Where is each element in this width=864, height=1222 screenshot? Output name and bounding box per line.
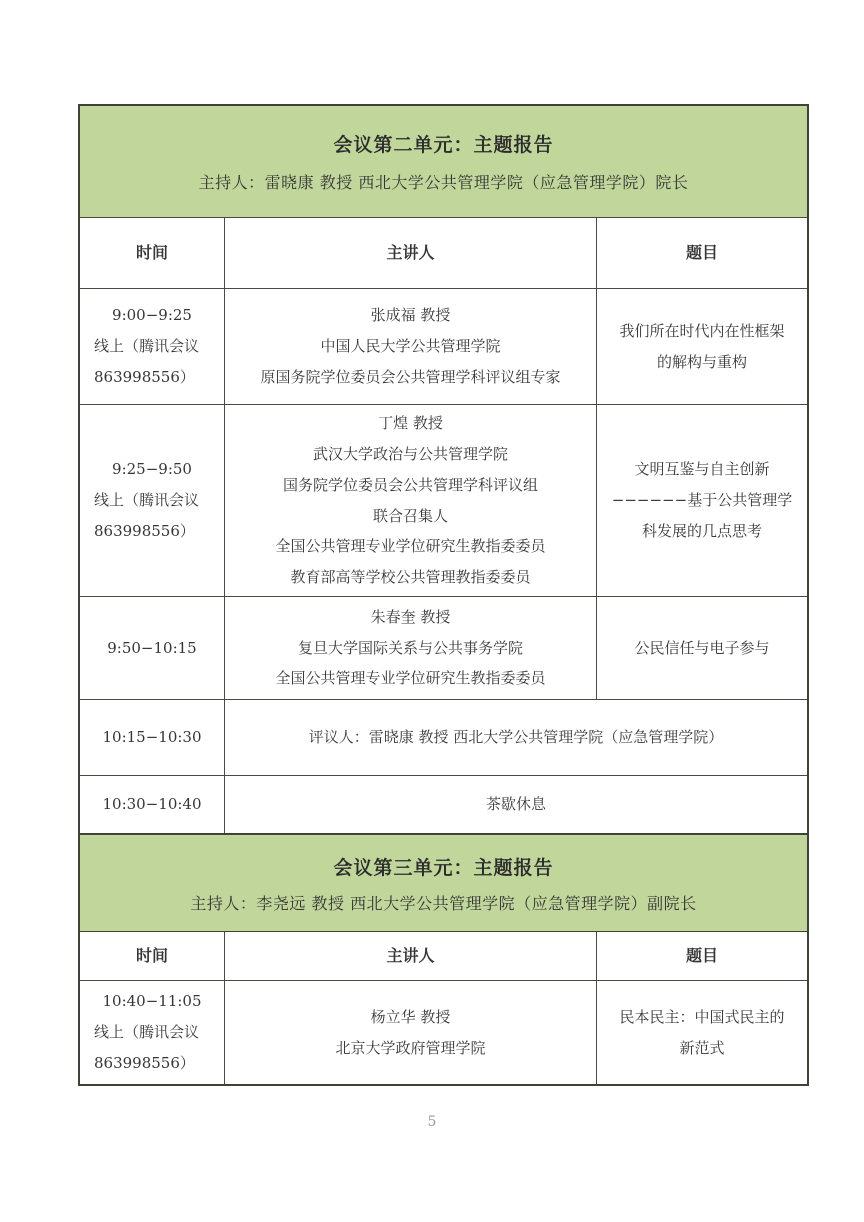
- time-note: 线上（腾讯会议: [94, 491, 200, 510]
- speaker-affiliation: 教育部高等学校公共管理教指委委员: [290, 568, 531, 586]
- unit2-title: 会议第二单元：主题报告: [333, 134, 554, 156]
- time-range: 10:15−10:30: [102, 728, 202, 747]
- unit3-title: 会议第三单元：主题报告: [333, 856, 554, 879]
- unit2-host: 主持人：雷晓康 教授 西北大学公共管理学院（应急管理学院）院长: [198, 173, 689, 192]
- unit3-column-header-row: [80, 932, 807, 980]
- time-cell: [80, 597, 224, 699]
- table-row: [80, 699, 807, 775]
- reviewer-text: 评议人：雷晓康 教授 西北大学公共管理学院（应急管理学院）: [308, 728, 724, 747]
- speaker-affiliation: 复旦大学国际关系与公共事务学院: [297, 638, 523, 657]
- unit2-column-header-row: [80, 217, 807, 288]
- unit3-section-header: [80, 833, 807, 932]
- speaker-name: 朱春奎 教授: [370, 607, 451, 626]
- speaker-affiliation: 全国公共管理专业学位研究生教指委委员: [275, 669, 546, 688]
- tea-break-text: 茶歇休息: [485, 795, 546, 814]
- speaker-affiliation: 中国人民大学公共管理学院: [320, 337, 501, 356]
- time-note: 863998556）: [94, 367, 195, 386]
- topic-line: 民本民主：中国式民主的: [619, 1007, 785, 1026]
- topic-cell: [596, 405, 807, 596]
- table-row: [80, 596, 807, 699]
- time-cell: [80, 289, 224, 404]
- time-cell: [80, 405, 224, 596]
- topic-cell: [596, 981, 807, 1084]
- topic-line: 公民信任与电子参与: [634, 638, 770, 657]
- speaker-affiliation: 联合召集人: [372, 506, 448, 525]
- time-note: 863998556）: [94, 521, 195, 540]
- topic-line: −−−−−−基于公共管理学: [611, 491, 793, 510]
- merged-cell-tea-break: [224, 776, 807, 833]
- time-range: 9:00−9:25: [112, 306, 192, 325]
- topic-cell: [596, 597, 807, 699]
- speaker-name: 杨立华 教授: [370, 1007, 451, 1026]
- column-header-time: 时间: [135, 945, 168, 965]
- column-header-time: 时间: [135, 242, 168, 262]
- column-header-topic: 题目: [596, 932, 807, 980]
- speaker-name: 丁煌 教授: [378, 414, 443, 433]
- column-header-speaker: 主讲人: [224, 932, 596, 980]
- speaker-cell: [224, 405, 596, 596]
- table-row: [80, 980, 807, 1084]
- speaker-affiliation: 原国务院学位委员会公共管理学科评议组专家: [260, 367, 561, 386]
- speaker-affiliation: 国务院学位委员会公共管理学科评议组: [282, 475, 538, 494]
- topic-line: 科发展的几点思考: [641, 521, 762, 540]
- time-range: 9:50−10:15: [107, 638, 197, 657]
- speaker-affiliation: 全国公共管理专业学位研究生教指委委员: [275, 537, 546, 556]
- topic-line: 我们所在时代内在性框架: [619, 321, 785, 340]
- speaker-affiliation: 北京大学政府管理学院: [335, 1038, 486, 1057]
- agenda-table: [78, 104, 809, 1086]
- speaker-cell: [224, 597, 596, 699]
- time-note: 863998556）: [94, 1053, 195, 1072]
- time-cell: [80, 700, 224, 775]
- unit3-host: 主持人：李尧远 教授 西北大学公共管理学院（应急管理学院）副院长: [190, 893, 697, 913]
- time-range: 10:30−10:40: [102, 795, 202, 814]
- page-number: 5: [427, 1114, 437, 1130]
- time-cell: [80, 981, 224, 1084]
- time-note: 线上（腾讯会议: [94, 337, 200, 356]
- topic-cell: [596, 289, 807, 404]
- merged-cell-reviewer: [224, 700, 807, 775]
- topic-line: 的解构与重构: [656, 352, 747, 371]
- table-row: [80, 404, 807, 596]
- speaker-cell: [224, 289, 596, 404]
- table-row: [80, 775, 807, 833]
- speaker-name: 张成福 教授: [370, 306, 451, 325]
- column-header-topic: 题目: [596, 218, 807, 288]
- unit2-section-header: [80, 106, 807, 217]
- speaker-cell: [224, 981, 596, 1084]
- time-note: 线上（腾讯会议: [94, 1023, 200, 1042]
- topic-line: 文明互鉴与自主创新: [634, 460, 770, 479]
- table-row: [80, 288, 807, 404]
- time-range: 10:40−11:05: [102, 992, 202, 1011]
- topic-line: 新范式: [679, 1038, 725, 1057]
- time-range: 9:25−9:50: [112, 460, 192, 479]
- time-cell: [80, 776, 224, 833]
- column-header-speaker: 主讲人: [224, 218, 596, 288]
- speaker-affiliation: 武汉大学政治与公共管理学院: [312, 445, 508, 463]
